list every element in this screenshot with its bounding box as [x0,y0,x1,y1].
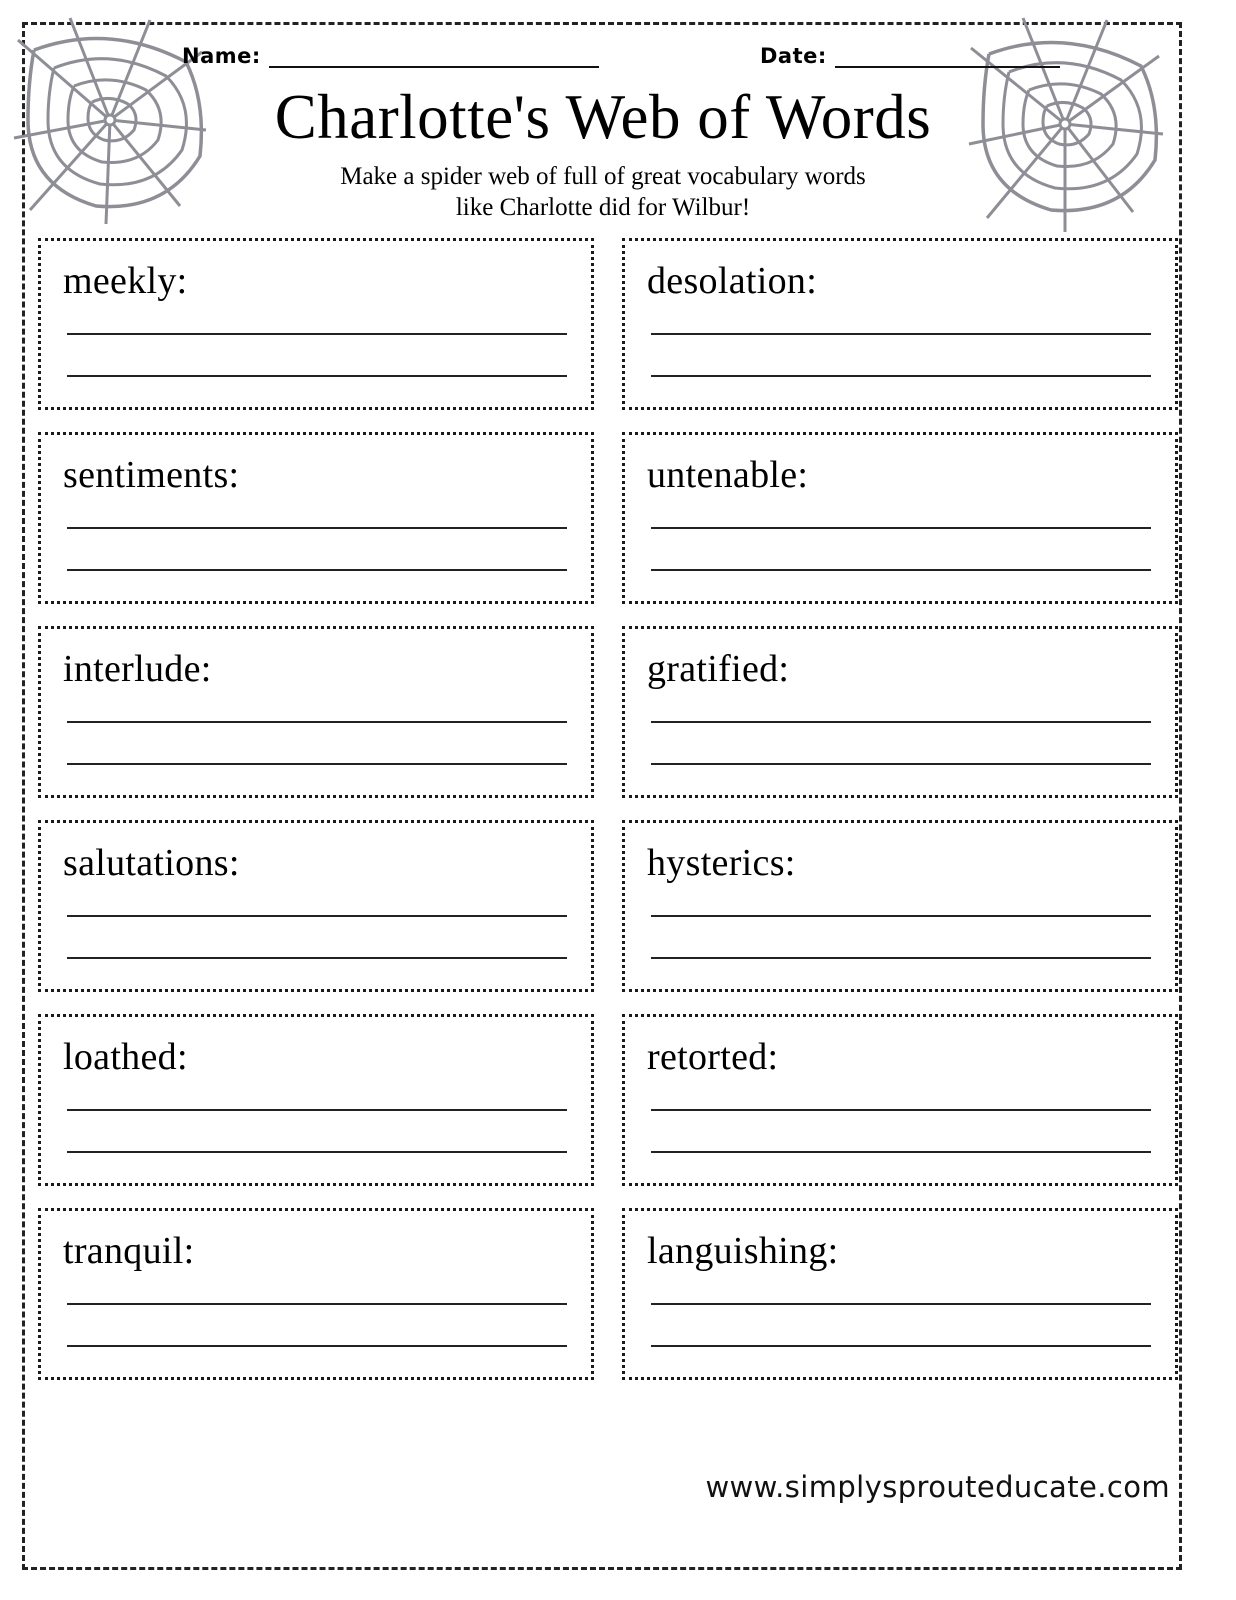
vocabulary-row [38,238,1178,410]
worksheet-header [40,36,1166,226]
vocabulary-row [38,432,1178,604]
answer-line[interactable] [651,375,1151,377]
vocabulary-row [38,626,1178,798]
vocabulary-word: sentiments: [63,454,240,496]
vocabulary-word: hysterics: [647,842,796,884]
vocabulary-row [38,820,1178,992]
answer-line[interactable] [651,333,1151,335]
page-subtitle [190,161,1016,223]
answer-line[interactable] [67,763,567,765]
vocabulary-word: tranquil: [63,1230,195,1272]
vocabulary-grid [38,238,1178,1402]
vocabulary-row [38,1208,1178,1380]
vocabulary-box[interactable] [38,820,594,992]
vocabulary-box[interactable] [622,820,1178,992]
answer-line[interactable] [651,1303,1151,1305]
answer-line[interactable] [651,915,1151,917]
vocabulary-word: interlude: [63,648,212,690]
vocabulary-word: retorted: [647,1036,779,1078]
date-field-group[interactable] [760,44,1060,68]
date-label: Date: [760,44,827,68]
vocabulary-box[interactable] [622,432,1178,604]
vocabulary-box[interactable] [622,238,1178,410]
vocabulary-word: languishing: [647,1230,839,1272]
page-title: Charlotte's Web of Words [274,82,932,152]
vocabulary-box[interactable] [622,1208,1178,1380]
vocabulary-box[interactable] [38,238,594,410]
answer-line[interactable] [67,915,567,917]
vocabulary-word: meekly: [63,260,188,302]
vocabulary-box[interactable] [622,1014,1178,1186]
subtitle-line-1: Make a spider web of full of great vocabulary words [340,163,866,190]
answer-line[interactable] [651,1109,1151,1111]
name-label: Name: [182,44,261,68]
vocabulary-word: loathed: [63,1036,188,1078]
vocabulary-word: salutations: [63,842,240,884]
vocabulary-box[interactable] [38,1208,594,1380]
date-input-line[interactable] [835,46,1060,68]
answer-line[interactable] [651,763,1151,765]
answer-line[interactable] [67,721,567,723]
name-field-group[interactable] [182,44,599,68]
answer-line[interactable] [67,333,567,335]
vocabulary-word: untenable: [647,454,809,496]
vocabulary-box[interactable] [38,626,594,798]
answer-line[interactable] [651,527,1151,529]
answer-line[interactable] [67,1151,567,1153]
answer-line[interactable] [67,1303,567,1305]
name-date-row [170,44,1160,78]
name-input-line[interactable] [269,46,599,68]
vocabulary-word: gratified: [647,648,790,690]
answer-line[interactable] [651,1151,1151,1153]
answer-line[interactable] [651,721,1151,723]
vocabulary-word: desolation: [647,260,818,302]
answer-line[interactable] [67,569,567,571]
answer-line[interactable] [67,1109,567,1111]
vocabulary-row [38,1014,1178,1186]
answer-line[interactable] [67,375,567,377]
answer-line[interactable] [67,1345,567,1347]
vocabulary-box[interactable] [622,626,1178,798]
subtitle-line-2: like Charlotte did for Wilbur! [455,194,751,221]
footer-website: www.simplysprouteducate.com [705,1470,1170,1504]
answer-line[interactable] [651,569,1151,571]
vocabulary-box[interactable] [38,1014,594,1186]
vocabulary-box[interactable] [38,432,594,604]
answer-line[interactable] [651,957,1151,959]
answer-line[interactable] [67,527,567,529]
answer-line[interactable] [651,1345,1151,1347]
answer-line[interactable] [67,957,567,959]
